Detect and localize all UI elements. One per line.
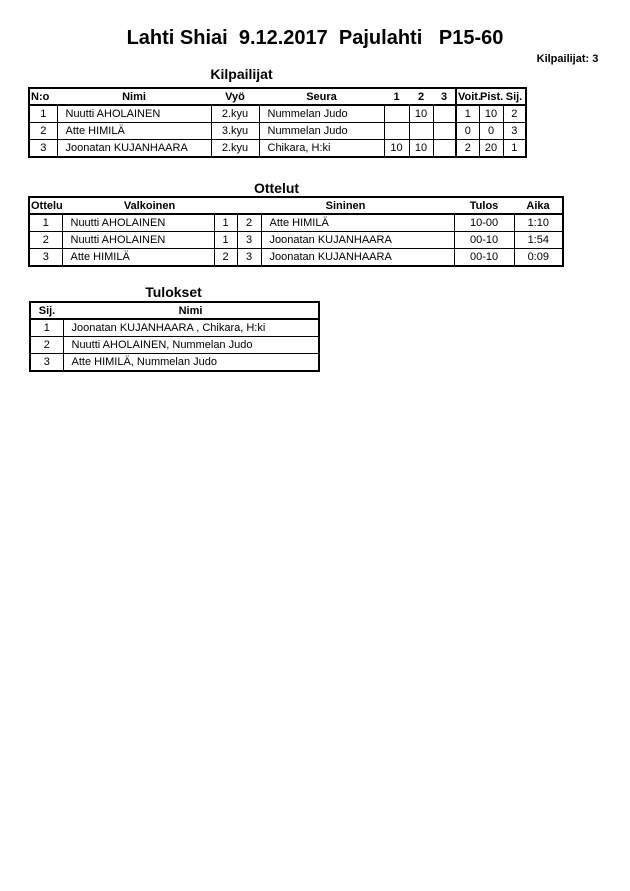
cell-no: 1 (29, 105, 57, 123)
col-header-pist: Pist. (479, 88, 503, 105)
cell-place: 3 (30, 354, 63, 372)
cell-score2: 10 (409, 105, 433, 123)
col-header-aika: Aika (514, 197, 563, 214)
col-header-valkoinen: Valkoinen (62, 197, 237, 214)
kilpailijat-header-row (29, 88, 526, 105)
cell-score2 (409, 123, 433, 140)
cell-white-no: 1 (214, 232, 237, 249)
cell-sij: 1 (503, 140, 526, 158)
cell-vyo: 2.kyu (211, 140, 259, 158)
cell-name: Nuutti AHOLAINEN, Nummelan Judo (63, 337, 319, 354)
ottelut-heading: Ottelut (253, 180, 300, 196)
col-header-1: 1 (384, 88, 409, 105)
table-row (29, 140, 526, 158)
ottelut-header-row (29, 197, 563, 214)
cell-blue-no: 3 (237, 249, 261, 267)
table-row (30, 337, 319, 354)
cell-voit: 0 (456, 123, 479, 140)
tulokset-table (29, 301, 320, 372)
page-title: Lahti Shiai 9.12.2017 Pajulahti P15-60 (126, 27, 504, 49)
cell-no: 2 (29, 123, 57, 140)
col-header-sij: Sij. (30, 302, 63, 319)
cell-white-no: 2 (214, 249, 237, 267)
cell-seura: Chikara, H:ki (259, 140, 384, 158)
cell-white-name: Nuutti AHOLAINEN (62, 232, 214, 249)
cell-name: Joonatan KUJANHAARA , Chikara, H:ki (63, 319, 319, 337)
tulokset-heading: Tulokset (145, 284, 202, 300)
competitors-count-label: Kilpailijat: 3 (536, 53, 599, 65)
cell-score3 (433, 140, 456, 158)
table-row (29, 123, 526, 140)
col-header-tulos: Tulos (454, 197, 514, 214)
col-header-nimi: Nimi (63, 302, 319, 319)
col-header-sininen: Sininen (237, 197, 454, 214)
cell-result: 00-10 (454, 232, 514, 249)
cell-time: 0:09 (514, 249, 563, 267)
cell-score3 (433, 123, 456, 140)
cell-voit: 1 (456, 105, 479, 123)
cell-match-no: 1 (29, 214, 62, 232)
cell-result: 10-00 (454, 214, 514, 232)
table-row (29, 105, 526, 123)
cell-blue-name: Joonatan KUJANHAARA (261, 249, 454, 267)
col-header-vyo: Vyö (211, 88, 259, 105)
col-header-nimi: Nimi (57, 88, 211, 105)
cell-sij: 2 (503, 105, 526, 123)
col-header-ottelu: Ottelu (29, 197, 62, 214)
cell-blue-name: Atte HIMILÄ (261, 214, 454, 232)
cell-place: 1 (30, 319, 63, 337)
ottelut-table (28, 196, 564, 267)
cell-place: 2 (30, 337, 63, 354)
table-row (29, 232, 563, 249)
cell-seura: Nummelan Judo (259, 105, 384, 123)
table-row (30, 354, 319, 372)
cell-match-no: 2 (29, 232, 62, 249)
tulokset-header-row (30, 302, 319, 319)
cell-white-no: 1 (214, 214, 237, 232)
cell-score3 (433, 105, 456, 123)
cell-name: Atte HIMILÄ, Nummelan Judo (63, 354, 319, 372)
cell-match-no: 3 (29, 249, 62, 267)
table-row (30, 319, 319, 337)
col-header-no: N:o (29, 88, 57, 105)
cell-vyo: 3.kyu (211, 123, 259, 140)
col-header-voit: Voit. (456, 88, 479, 105)
cell-score1: 10 (384, 140, 409, 158)
cell-score1 (384, 123, 409, 140)
cell-blue-name: Joonatan KUJANHAARA (261, 232, 454, 249)
cell-score1 (384, 105, 409, 123)
col-header-sij: Sij. (503, 88, 526, 105)
cell-white-name: Atte HIMILÄ (62, 249, 214, 267)
cell-time: 1:10 (514, 214, 563, 232)
cell-nimi: Nuutti AHOLAINEN (57, 105, 211, 123)
table-row (29, 214, 563, 232)
cell-seura: Nummelan Judo (259, 123, 384, 140)
cell-blue-no: 2 (237, 214, 261, 232)
cell-result: 00-10 (454, 249, 514, 267)
cell-sij: 3 (503, 123, 526, 140)
cell-time: 1:54 (514, 232, 563, 249)
cell-pist: 20 (479, 140, 503, 158)
cell-pist: 10 (479, 105, 503, 123)
kilpailijat-heading: Kilpailijat (210, 66, 273, 82)
col-header-2: 2 (409, 88, 433, 105)
cell-nimi: Atte HIMILÄ (57, 123, 211, 140)
cell-white-name: Nuutti AHOLAINEN (62, 214, 214, 232)
cell-nimi: Joonatan KUJANHAARA (57, 140, 211, 158)
table-row (29, 249, 563, 267)
kilpailijat-table (28, 87, 527, 158)
cell-voit: 2 (456, 140, 479, 158)
cell-vyo: 2.kyu (211, 105, 259, 123)
cell-pist: 0 (479, 123, 503, 140)
cell-blue-no: 3 (237, 232, 261, 249)
col-header-seura: Seura (259, 88, 384, 105)
cell-no: 3 (29, 140, 57, 158)
col-header-3: 3 (433, 88, 456, 105)
cell-score2: 10 (409, 140, 433, 158)
